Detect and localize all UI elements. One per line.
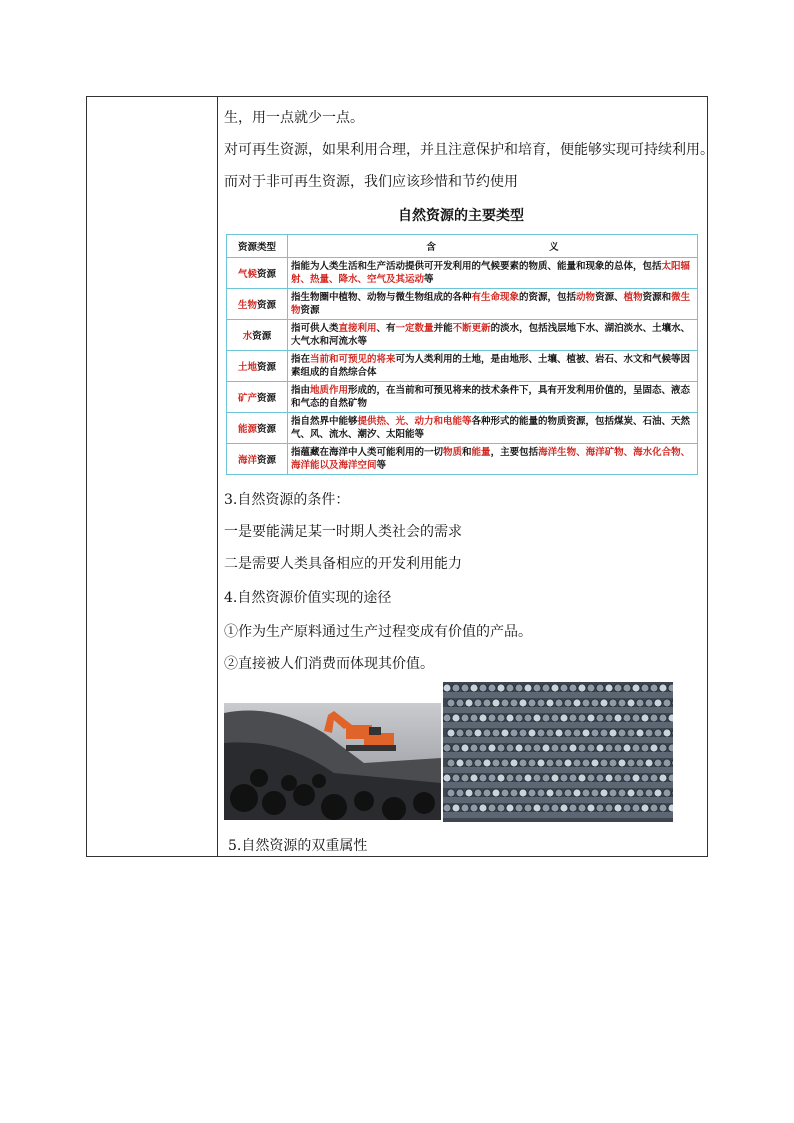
- resource-type-cell: [227, 289, 288, 320]
- section-3-heading: [224, 489, 349, 509]
- section-4-heading: [224, 587, 391, 607]
- meaning-text: 、有: [376, 323, 396, 334]
- meaning-text: 指蕴藏在海洋中人类可能利用的一切: [291, 447, 444, 458]
- meaning-text: 资源: [300, 305, 320, 316]
- meaning-text: 指能为人类生活和生产活动提供可开发利用的气候要素的物质、能量和现象的总体，包括: [291, 261, 662, 272]
- meaning-text: 各种形式的能量的物质资源，包括煤炭、石油、天然气、风、流水、潮汐、太阳能等: [291, 416, 691, 440]
- header-meaning-text: 含 义: [426, 242, 559, 253]
- meaning-text: 的淡水，包括浅层地下水、湖泊淡水、土壤水、大气水和河流水等: [291, 323, 691, 347]
- section-3-item-b: 二是需要人类具备相应的开发利用能力: [224, 556, 462, 572]
- meaning-text: 和: [462, 447, 472, 458]
- outer-table: [86, 96, 714, 857]
- meaning-text: 并能: [433, 323, 453, 334]
- resource-type-highlight: 海洋: [237, 455, 257, 466]
- resource-type-suffix: 资源: [257, 300, 277, 311]
- resource-type-suffix: 资源: [257, 393, 277, 404]
- coal-excavator-photo: [224, 703, 441, 820]
- meaning-text: 的资源，包括: [519, 292, 577, 303]
- section-4-item-b: ②直接被人们消费而体现其价值。: [224, 656, 434, 672]
- meaning-text: 指生物圈中植物、动物与微生物组成的各种: [291, 292, 472, 303]
- meaning-text: 指在: [291, 354, 311, 365]
- resource-type-cell: [227, 258, 288, 289]
- meaning-highlight: 直接利用: [338, 323, 377, 334]
- meaning-highlight: 有生命现象: [471, 292, 520, 303]
- resource-meaning-cell: [288, 258, 698, 289]
- resource-type-highlight: 矿产: [237, 393, 257, 404]
- meaning-highlight: 提供热、光、动力和电能等: [357, 416, 472, 427]
- resource-meaning-cell: [288, 289, 698, 320]
- header-type: 资源类型: [227, 235, 288, 258]
- section-4-text: 自然资源价值实现的途径: [237, 590, 392, 606]
- table-row: [227, 320, 698, 351]
- meaning-highlight: 能量: [471, 447, 491, 458]
- resource-meaning-cell: [288, 444, 698, 475]
- section-5-number: 5.: [228, 838, 242, 854]
- resource-types-table: [226, 234, 698, 475]
- meaning-text: 指可供人类: [291, 323, 339, 334]
- resource-type-cell: [227, 351, 288, 382]
- table-header-row: [227, 235, 698, 258]
- resource-type-highlight: 能源: [237, 424, 257, 435]
- steel-rebar-photo: [443, 682, 673, 822]
- meaning-highlight: 植物: [623, 292, 643, 303]
- resource-meaning-cell: [288, 320, 698, 351]
- table-body: [227, 258, 698, 475]
- meaning-text: 可为人类利用的土地，是由地形、土壤、植被、岩石、水文和气候等因素组成的自然综合体: [291, 354, 691, 378]
- meaning-highlight: 物质: [443, 447, 463, 458]
- meaning-highlight: 一定数量: [395, 323, 434, 334]
- meaning-text: 指由: [291, 385, 311, 396]
- section-3-number: 3.: [224, 492, 238, 508]
- meaning-text: 资源、: [595, 292, 624, 303]
- right-column-cell: [218, 97, 714, 856]
- text-line-2: 对可再生资源，如果利用合理，并且注意保护和培育，便能够实现可持续利用。: [224, 142, 714, 158]
- resource-type-suffix: 资源: [257, 269, 277, 280]
- meaning-highlight: 动物: [576, 292, 596, 303]
- resource-type-suffix: 资源: [257, 362, 277, 373]
- resource-type-suffix: 资源: [252, 331, 272, 342]
- resource-meaning-cell: [288, 351, 698, 382]
- meaning-highlight: 海洋生物、海洋矿物、海水化合物、海洋能以及海洋空间: [291, 447, 691, 471]
- resource-type-highlight: 土地: [237, 362, 257, 373]
- meaning-highlight: 太阳辐射、热量、降水、空气及其运动: [291, 261, 691, 285]
- meaning-highlight: 地质作用: [310, 385, 349, 396]
- resource-type-suffix: 资源: [257, 455, 277, 466]
- resource-type-cell: [227, 413, 288, 444]
- section-3-item-a: 一是要能满足某一时期人类社会的需求: [224, 524, 462, 540]
- meaning-text: 等: [376, 460, 387, 471]
- section-4-number: 4.: [224, 590, 238, 606]
- table-row: [227, 289, 698, 320]
- meaning-highlight: 当前和可预见的将来: [310, 354, 396, 365]
- resource-type-cell: [227, 382, 288, 413]
- meaning-highlight: 微生物: [291, 292, 691, 316]
- text-line-3: 而对于非可再生资源，我们应该珍惜和节约使用: [224, 174, 518, 190]
- resource-type-cell: [227, 320, 288, 351]
- text-line-1: 生，用一点就少一点。: [224, 110, 364, 126]
- table-title: 自然资源的主要类型: [398, 208, 524, 224]
- meaning-text: 指自然界中能够: [291, 416, 358, 427]
- section-5-heading: [228, 835, 367, 855]
- table-row: [227, 258, 698, 289]
- resource-type-highlight: 生物: [237, 300, 257, 311]
- meaning-highlight: 不断更新: [452, 323, 491, 334]
- resource-type-cell: [227, 444, 288, 475]
- resource-meaning-cell: [288, 413, 698, 444]
- section-5-text: 自然资源的双重属性: [241, 838, 368, 854]
- meaning-text: ，主要包括: [490, 447, 539, 458]
- resource-meaning-cell: [288, 382, 698, 413]
- table-row: [227, 413, 698, 444]
- section-4-item-a: ①作为生产原料通过生产过程变成有价值的产品。: [224, 624, 532, 640]
- table-row: [227, 382, 698, 413]
- left-column-cell: [87, 97, 218, 856]
- resource-type-highlight: 气候: [237, 269, 257, 280]
- section-3-text: 自然资源的条件：: [237, 492, 350, 508]
- meaning-text: 等: [424, 274, 434, 285]
- table-row: [227, 444, 698, 475]
- meaning-text: 形成的，在当前和可预见将来的技术条件下，具有开发利用价值的，呈固态、液态和气态的自然矿物: [291, 385, 691, 409]
- table-row: [227, 351, 698, 382]
- meaning-text: 资源和: [642, 292, 672, 303]
- header-meaning: [288, 235, 698, 258]
- resource-type-highlight: 水: [242, 331, 253, 342]
- resource-type-suffix: 资源: [257, 424, 277, 435]
